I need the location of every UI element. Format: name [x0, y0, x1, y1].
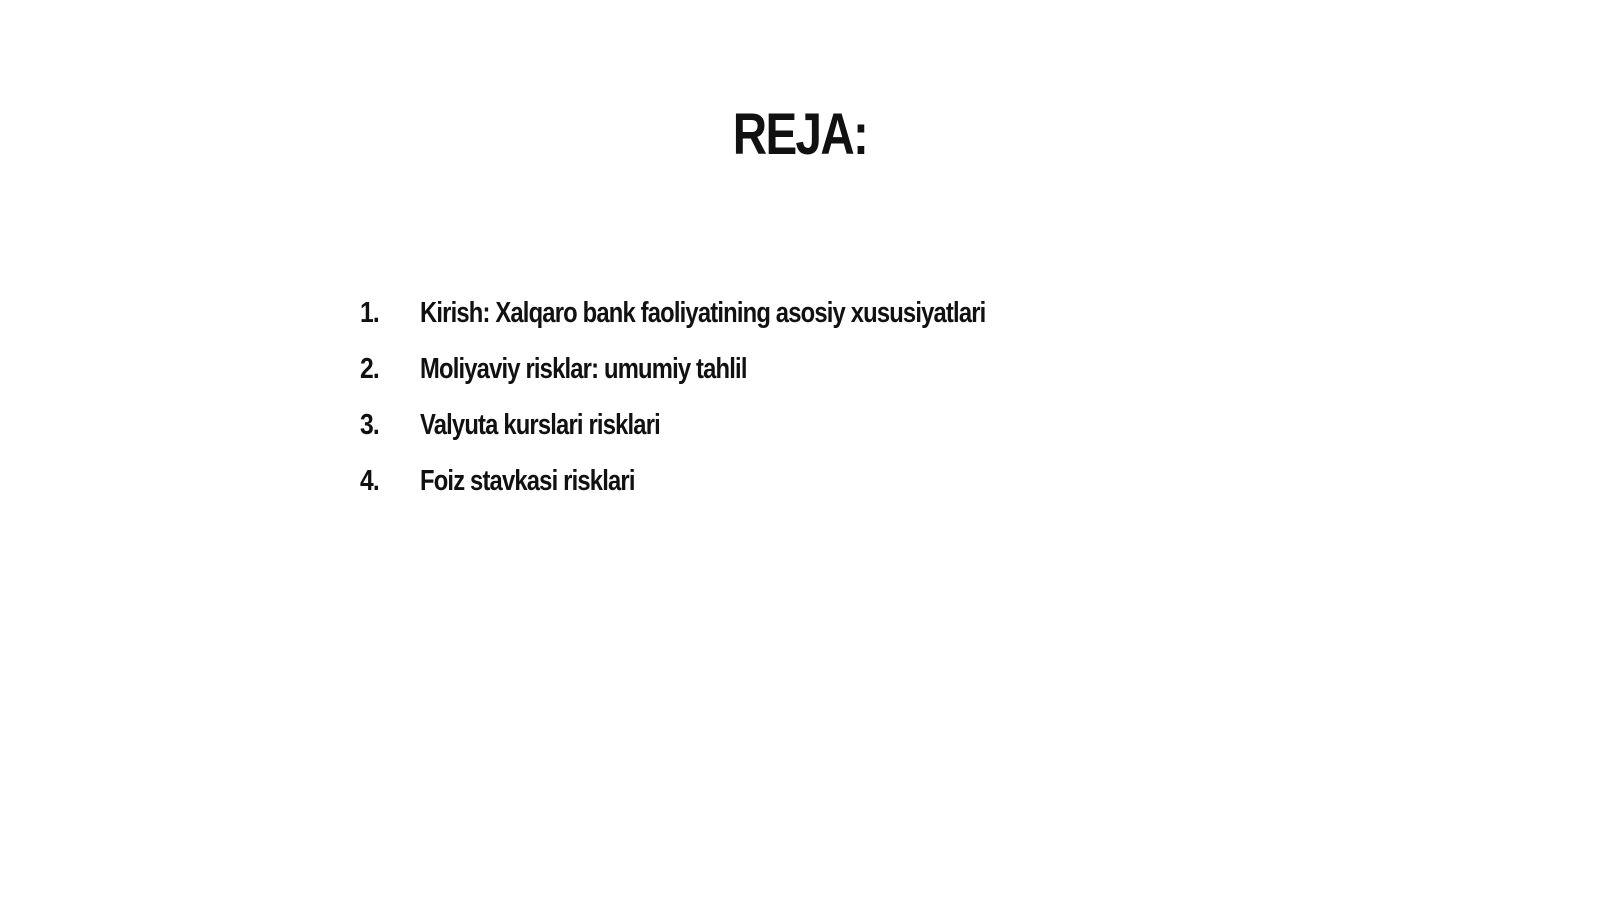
plan-item-text: Foiz stavkasi risklari [420, 464, 635, 497]
slide-title: REJA: [732, 102, 868, 167]
plan-item-text: Valyuta kurslari risklari [420, 408, 660, 441]
plan-item-1 [360, 285, 1110, 341]
plan-item-2 [360, 341, 1110, 397]
plan-list [360, 285, 1110, 509]
plan-item-number: 2. [360, 352, 379, 385]
plan-item-number: 1. [360, 296, 379, 329]
plan-item-number: 4. [360, 464, 379, 497]
plan-item-number: 3. [360, 408, 379, 441]
plan-item-text: Kirish: Xalqaro bank faoliyatining asosiy xususiyatlari [420, 296, 986, 329]
plan-item-4 [360, 453, 1110, 509]
plan-item-text: Moliyaviy risklar: umumiy tahlil [420, 352, 747, 385]
plan-item-3 [360, 397, 1110, 453]
